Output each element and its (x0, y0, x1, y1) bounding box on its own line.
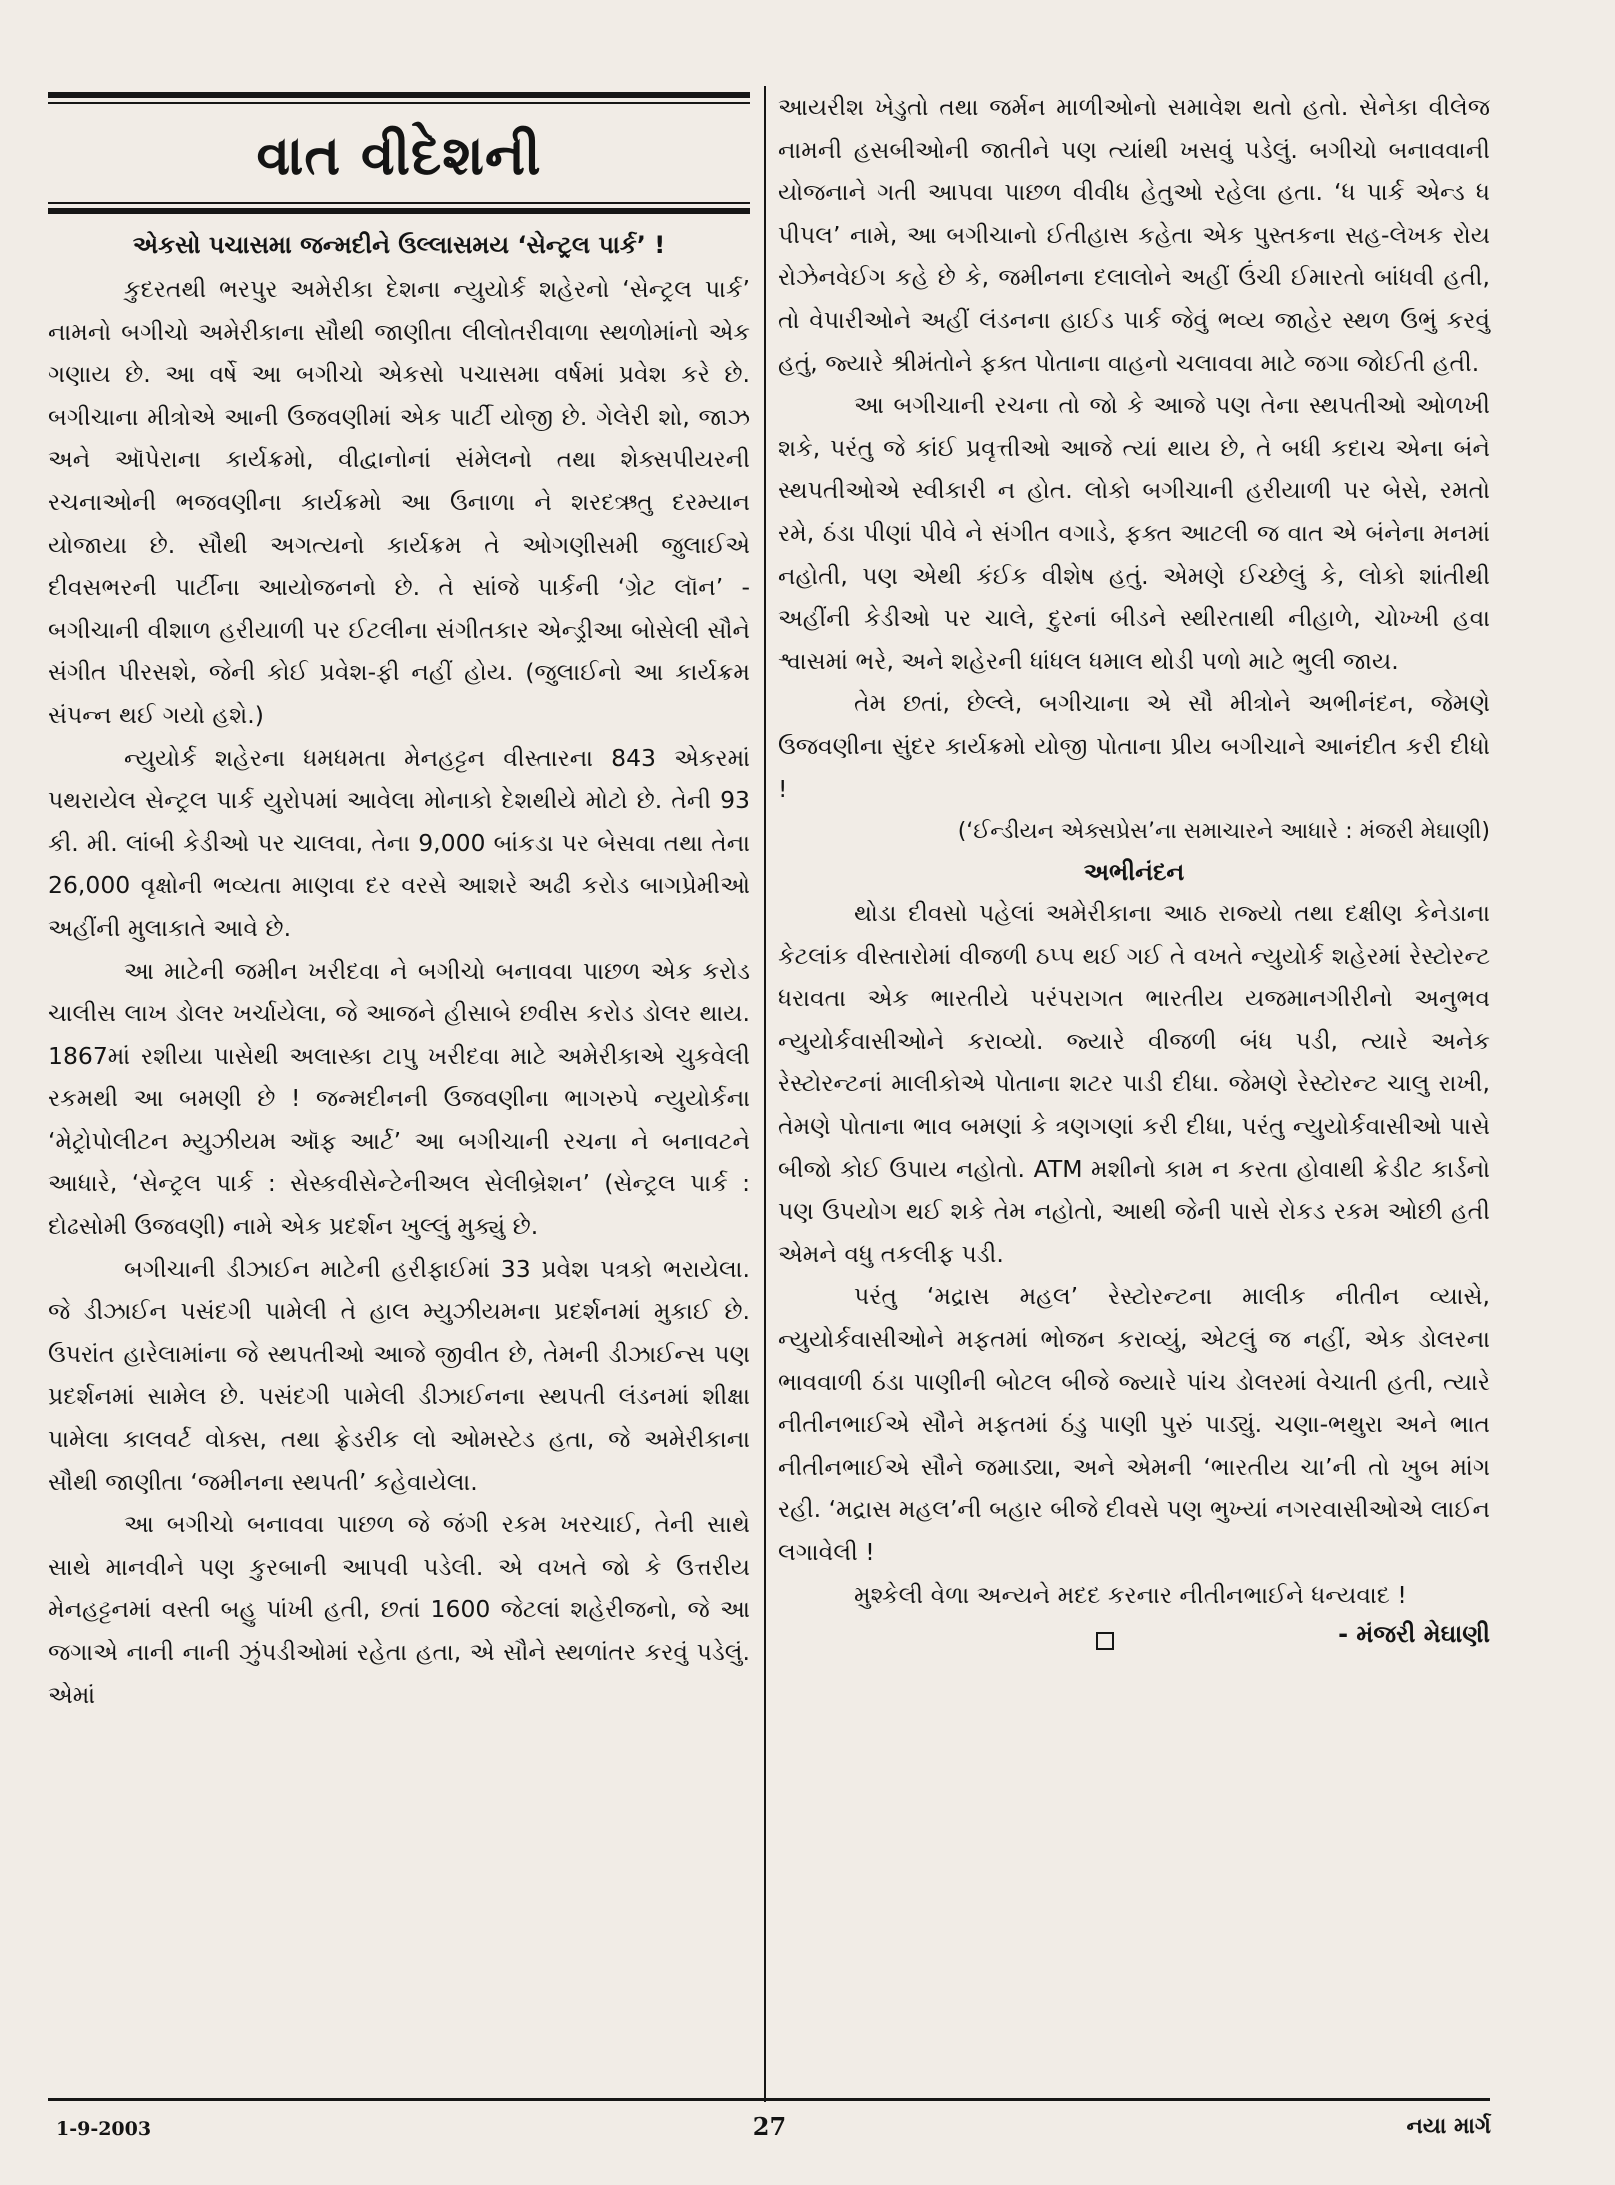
masthead-rule (48, 102, 750, 104)
masthead-rule (48, 208, 750, 214)
section-masthead (48, 86, 750, 216)
page-footer (48, 2112, 1491, 2158)
article-headline: અભીનંદન (1083, 858, 1185, 887)
article-paragraph: ન્યુયોર્ક શહેરના ધમધમતા મેનહટ્ટન વીસ્તારના 843 એકરમાં પથરાયેલ સેન્ટ્રલ પાર્ક યુરોપમાં આવેલા મોનાકો દેશથીયે મોટો છે. તેની 93 કી. મી. લાંબી કેડીઓ પર ચાલવા, તેના 9,000 બાંકડા પર બેસવા તથા તેના 26,000 વૃક્ષોની ભવ્યતા માણવા દર વરસે આશરે અઢી કરોડ બાગપ્રેમીઓ અહીંની મુલાકાતે આવે છે. (48, 743, 750, 942)
magazine-name: નયા માર્ગ (1406, 2114, 1491, 2139)
article-continuation: આયરીશ ખેડુતો તથા જર્મન માળીઓનો સમાવેશ થતો હતો. સેનેકા વીલેજ નામની હસબીઓની જાતીને પણ ત્યાંથી ખસવું પડેલું. બગીચો બનાવવાની યોજનાને ગતી આપવા પાછળ વીવીધ હેતુઓ રહેલા હતા. ‘ધ પાર્ક એન્ડ ધ પીપલ’ નામે, આ બગીચાનો ઈતીહાસ કહેતા એક પુસ્તકના સહ-લેખક રોય રોઝેનવેઈગ કહે છે કે, જમીનના દલાલોને અહીં ઉંચી ઈમારતો બાંધવી હતી, તો વેપારીઓને અહીં લંડનના હાઈડ પાર્ક જેવું ભવ્ય જાહેર સ્થળ ઉભું કરવું હતું, જ્યારે શ્રીમંતોને ફક્ત પોતાના વાહનો ચલાવવા માટે જગા જોઈતી હતી. (778, 93, 1490, 377)
article-paragraph: આ બગીચો બનાવવા પાછળ જે જંગી રકમ ખરચાઈ, તેની સાથે સાથે માનવીને પણ કુરબાની આપવી પડેલી. એ વખતે જો કે ઉત્તરીય મેનહટ્ટનમાં વસ્તી બહુ પાંખી હતી, છતાં 1600 જેટલાં શહેરીજનો, જે આ જગાએ નાની નાની ઝુંપડીઓમાં રહેતા હતા, એ સૌને સ્થળાંતર કરવું પડેલું. એમાં (48, 1510, 750, 1709)
article-paragraph: મુશ્કેલી વેળા અન્યને મદદ કરનાર નીતીનભાઈને ધન્યવાદ ! (854, 1580, 1407, 1609)
article-signoff (778, 1618, 1490, 1664)
article-paragraph: થોડા દીવસો પહેલાં અમેરીકાના આઠ રાજ્યો તથા દક્ષીણ કેનેડાના કેટલાંક વીસ્તારોમાં વીજળી ઠપ્પ થઈ ગઈ તે વખતે ન્યુયોર્ક શહેરમાં રેસ્ટોરન્ટ ધરાવતા એક ભારતીયે પરંપરાગત ભારતીય યજમાનગીરીનો અનુભવ ન્યુયોર્કવાસીઓને કરાવ્યો. જ્યારે વીજળી બંધ પડી, ત્યારે અનેક રેસ્ટોરન્ટનાં માલીકોએ પોતાના શટર પાડી દીધા. જેમણે રેસ્ટોરન્ટ ચાલુ રાખી, તેમણે પોતાના ભાવ બમણાં કે ત્રણગણાં કરી દીધા, પરંતુ ન્યુયોર્કવાસીઓ પાસે બીજો કોઈ ઉપાય નહોતો. ATM મશીનો કામ ન કરતા હોવાથી ક્રેડીટ કાર્ડનો પણ ઉપયોગ થઈ શકે તેમ નહોતો, આથી જેની પાસે રોકડ રકમ ઓછી હતી એમને વધુ તકલીફ પડી. (778, 899, 1490, 1268)
article-paragraph: આ બગીચાની રચના તો જો કે આજે પણ તેના સ્થપતીઓ ઓળખી શકે, પરંતુ જે કાંઈ પ્રવૃત્તીઓ આજે ત્યાં થાય છે, તે બધી કદાચ એના બંને સ્થપતીઓએ સ્વીકારી ન હોત. લોકો બગીચાની હરીયાળી પર બેસે, રમતો રમે, ઠંડા પીણાં પીવે ને સંગીત વગાડે, ફક્ત આટલી જ વાત એ બંનેના મનમાં નહોતી, પણ એથી કંઈક વીશેષ હતું. એમણે ઈચ્છેલું કે, લોકો શાંતીથી અહીંની કેડીઓ પર ચાલે, દુરનાં બીડને સ્થીરતાથી નીહાળે, ચોખ્ખી હવા શ્વાસમાં ભરે, અને શહેરની ધાંધલ ધમાલ થોડી પળો માટે ભુલી જાય. (778, 391, 1490, 675)
column-divider (764, 86, 766, 2102)
masthead-rule (48, 202, 750, 204)
end-mark-icon (1096, 1632, 1114, 1650)
section-title: વાત વીદેશની (256, 124, 542, 187)
article-paragraph: કુદરતથી ભરપુર અમેરીકા દેશના ન્યુયોર્ક શહેરનો ‘સેન્ટ્રલ પાર્ક’ નામનો બગીચો અમેરીકાના સૌથી જાણીતા લીલોતરીવાળા સ્થળોમાંનો એક ગણાય છે. આ વર્ષે આ બગીચો એકસો પચાસમા વર્ષમાં પ્રવેશ કરે છે. બગીચાના મીત્રોએ આની ઉજવણીમાં એક પાર્ટી યોજી છે. ગેલેરી શો, જાઝ અને ઑપેરાના કાર્યક્રમો, વીદ્વાનોનાં સંમેલનો તથા શેક્સપીયરની રચનાઓની ભજવણીના કાર્યક્રમો આ ઉનાળા ને શરદઋતુ દરમ્યાન યોજાયા છે. સૌથી અગત્યનો કાર્યક્રમ તે ઓગણીસમી જુલાઈએ દીવસભરની પાર્ટીના આયોજનનો છે. તે સાંજે પાર્કની ‘ગ્રેટ લૉન’ - બગીચાની વીશાળ હરીયાળી પર ઈટલીના સંગીતકાર એન્ડ્રીઆ બોસેલી સૌને સંગીત પીરસશે, જેની કોઈ પ્રવેશ-ફી નહીં હોય. (જુલાઈનો આ કાર્યક્રમ સંપન્ન થઈ ગયો હશે.) (48, 275, 750, 729)
article-credit: (‘ઈન્ડીયન એક્સપ્રેસ’ના સમાચારને આધારે : મંજરી મેઘાણી) (957, 819, 1490, 845)
footer-rule (48, 2098, 1490, 2101)
article-paragraph: પરંતુ ‘મદ્રાસ મહલ’ રેસ્ટોરન્ટના માલીક નીતીન વ્યાસે, ન્યુયોર્કવાસીઓને મફતમાં ભોજન કરાવ્યું, એટલું જ નહીં, એક ડોલરના ભાવવાળી ઠંડા પાણીની બોટલ બીજે જ્યારે પાંચ ડોલરમાં વેચાતી હતી, ત્યારે નીતીનભાઈએ સૌને મફતમાં ઠંડુ પાણી પુરું પાડ્યું. ચણા-ભથુરા અને ભાત નીતીનભાઈએ સૌને જમાડ્યા, અને એમની ‘ભારતીય ચા’ની તો ખુબ માંગ રહી. ‘મદ્રાસ મહલ’ની બહાર બીજે દીવસે પણ ભુખ્યાં નગરવાસીઓએ લાઈન લગાવેલી ! (778, 1282, 1490, 1566)
issue-date: 1-9-2003 (56, 2118, 152, 2140)
article-paragraph: આ માટેની જમીન ખરીદવા ને બગીચો બનાવવા પાછળ એક કરોડ ચાલીસ લાખ ડોલર ખર્ચાયેલા, જે આજને હીસાબે છવીસ કરોડ ડોલર થાય. 1867માં રશીયા પાસેથી અલાસ્કા ટાપુ ખરીદવા માટે અમેરીકાએ ચુકવેલી રકમથી આ બમણી છે ! જન્મદીનની ઉજવણીના ભાગરુપે ન્યુયોર્કના ‘મેટ્રોપોલીટન મ્યુઝીયમ ઑફ આર્ટ’ આ બગીચાની રચના ને બનાવટને આધારે, ‘સેન્ટ્રલ પાર્ક : સેસ્કવીસેન્ટેનીઅલ સેલીબ્રેશન’ (સેન્ટ્રલ પાર્ક : દોઢસોમી ઉજવણી) નામે એક પ્રદર્શન ખુલ્લું મુક્યું છે. (48, 956, 750, 1241)
page-number: 27 (752, 2112, 787, 2141)
article-headline: એકસો પચાસમા જન્મદીને ઉલ્લાસમય ‘સેન્ટ્રલ પાર્ક’ ! (132, 231, 666, 259)
right-column (778, 86, 1490, 2095)
article-paragraph: બગીચાની ડીઝાઈન માટેની હરીફાઈમાં 33 પ્રવેશ પત્રકો ભરાયેલા. જે ડીઝાઈન પસંદગી પામેલી તે હાલ મ્યુઝીયમના પ્રદર્શનમાં મુકાઈ છે. ઉપરાંત હારેલામાંના જે સ્થપતીઓ આજે જીવીત છે, તેમની ડીઝાઈન્સ પણ પ્રદર્શનમાં સામેલ છે. પસંદગી પામેલી ડીઝાઈનના સ્થપતી લંડનમાં શીક્ષા પામેલા કાલવર્ટ વોક્સ, તથા ફ્રેડરીક લો ઓમસ્ટેડ હતા, જે અમેરીકાના સૌથી જાણીતા ‘જમીનના સ્થપતી’ કહેવાયેલા. (48, 1254, 750, 1496)
article-paragraph: તેમ છતાં, છેલ્લે, બગીચાના એ સૌ મીત્રોને અભીનંદન, જેમણે ઉજવણીના સુંદર કાર્યક્રમો યોજી પોતાના પ્રીય બગીચાને આનંદીત કરી દીધો ! (778, 689, 1490, 803)
masthead-rule (48, 92, 750, 98)
article-author: - મંજરી મેઘાણી (1338, 1620, 1490, 1649)
left-column (48, 82, 750, 2095)
